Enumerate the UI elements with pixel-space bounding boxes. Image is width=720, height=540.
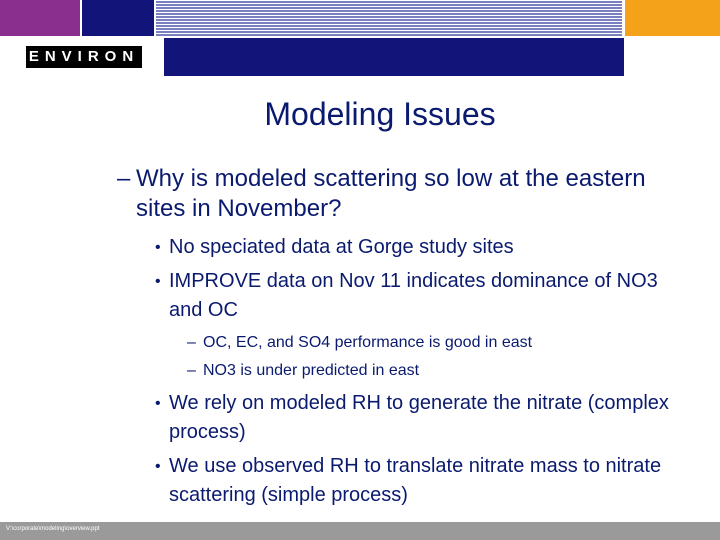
bullet-marker: • (155, 273, 161, 290)
bullet-text: No speciated data at Gorge study sites (169, 236, 514, 258)
bullet-item (155, 233, 675, 262)
bullet-text: IMPROVE data on Nov 11 indicates dominance of NO3 and OC (169, 270, 658, 321)
environ-logo (26, 46, 142, 68)
slide-footer (0, 522, 720, 540)
header-navy-block (82, 0, 154, 36)
sub-item (187, 331, 657, 355)
bullet-item (155, 267, 675, 325)
sub-item (187, 359, 657, 383)
bullet-marker: • (155, 239, 161, 256)
bullet-text: We use observed RH to translate nitrate mass to nitrate scattering (simple process) (169, 455, 662, 506)
header-orange-block (625, 0, 720, 36)
level1-item (117, 164, 677, 224)
slide-title: Modeling Issues (264, 96, 496, 132)
bullet-item (155, 389, 675, 447)
bullet-text: We rely on modeled RH to generate the nitrate (complex process) (169, 392, 669, 443)
level1-text: Why is modeled scattering so low at the eastern sites in November? (136, 165, 646, 222)
dash-marker: – (187, 334, 196, 351)
dash-marker: – (117, 165, 131, 192)
bullet-marker: • (155, 458, 161, 475)
file-path-label: V:\corporate\modeling\overview.ppt (6, 526, 100, 532)
header-navy-band (164, 38, 624, 76)
bullet-marker: • (155, 395, 161, 412)
header-purple-block (0, 0, 80, 36)
slide-header (0, 0, 720, 76)
bullet-item (155, 452, 675, 510)
dash-marker: – (187, 362, 196, 379)
header-striped-band (156, 0, 622, 36)
logo-text: ENVIRON (28, 48, 140, 65)
sub-item-text: OC, EC, and SO4 performance is good in east (203, 334, 533, 351)
sub-item-text: NO3 is under predicted in east (203, 362, 420, 379)
